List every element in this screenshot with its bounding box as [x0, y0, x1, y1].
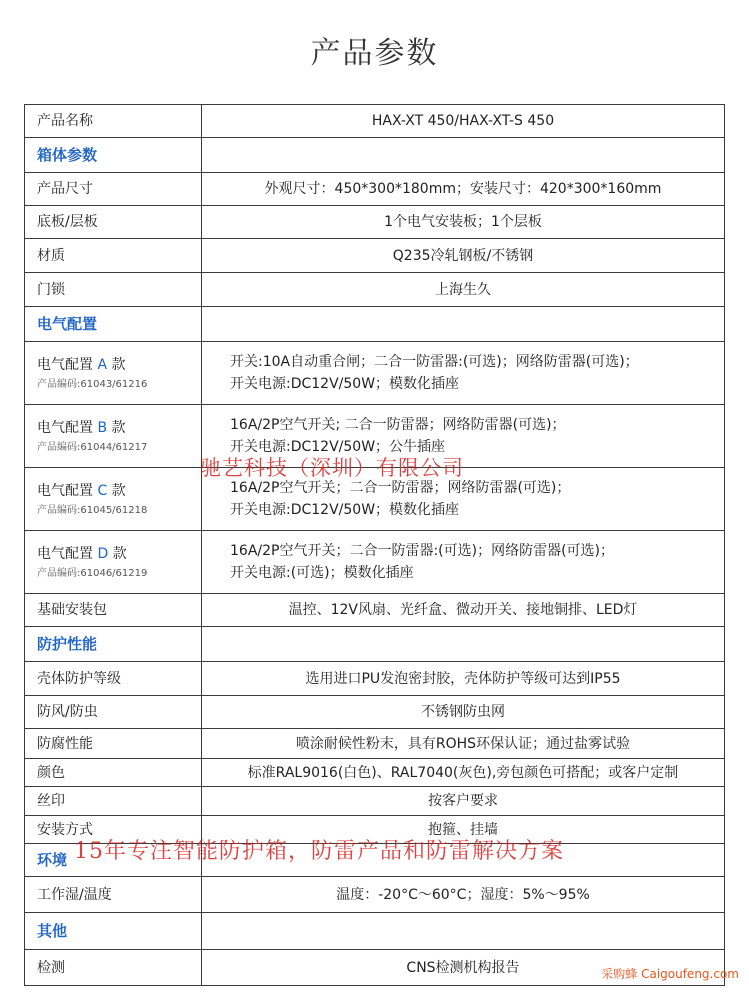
page-title: 产品参数	[310, 36, 439, 71]
table-row	[25, 877, 725, 913]
table-row	[25, 662, 725, 696]
row-value: 上海生久	[202, 273, 725, 307]
table-row	[25, 531, 725, 594]
row-value: HAX-XT 450/HAX-XT-S 450	[202, 105, 725, 138]
row-label: 工作湿/温度	[25, 877, 202, 913]
company-watermark: 驰艺科技（深圳）有限公司	[200, 456, 464, 480]
section-row	[25, 627, 725, 662]
table-row	[25, 594, 725, 627]
row-value: 不锈钢防虫网	[202, 696, 725, 729]
product-code: 产品编码:61044/61217	[37, 442, 148, 453]
row-value: 选用进口PU发泡密封胶，壳体防护等级可达到IP55	[202, 662, 725, 696]
table-row	[25, 105, 725, 138]
row-label: 门锁	[25, 273, 202, 307]
row-label: 防风/防虫	[25, 696, 202, 729]
section-title: 电气配置	[25, 307, 202, 342]
table-row	[25, 239, 725, 273]
table-row	[25, 787, 725, 816]
slogan-watermark: 15年专注智能防护箱，防雷产品和防雷解决方案	[74, 839, 564, 864]
row-value: CNS检测机构报告	[202, 950, 725, 986]
product-code: 产品编码:61045/61218	[37, 505, 148, 516]
row-label: 产品名称	[25, 105, 202, 138]
row-value: Q235冷轧钢板/不锈钢	[202, 239, 725, 273]
section-title: 防护性能	[25, 627, 202, 662]
table-row	[25, 273, 725, 307]
row-value: 16A/2P空气开关；二合一防雷器；网络防雷器(可选)； 开关电源:DC12V/50W；模数化插座	[202, 468, 725, 531]
row-value: 开关:10A自动重合闸；二合一防雷器:(可选)；网络防雷器(可选)； 开关电源:DC12V/50W；模数化插座	[202, 342, 725, 405]
row-label: 电气配置 C 款 产品编码:61045/61218	[25, 468, 202, 531]
row-value: 抱箍、挂墙	[202, 816, 725, 844]
row-label: 基础安装包	[25, 594, 202, 627]
row-label: 材质	[25, 239, 202, 273]
row-label: 丝印	[25, 787, 202, 816]
table-row	[25, 729, 725, 759]
site-watermark: 采购蜂 Caigoufeng.com	[601, 967, 739, 981]
row-value: 标准RAL9016(白色)、RAL7040(灰色),旁包颜色可搭配；或客户定制	[202, 759, 725, 787]
section-row	[25, 913, 725, 950]
row-label: 检测	[25, 950, 202, 986]
row-value: 按客户要求	[202, 787, 725, 816]
section-title: 其他	[25, 913, 202, 950]
row-label: 产品尺寸	[25, 173, 202, 206]
row-label: 电气配置 A 款 产品编码:61043/61216	[25, 342, 202, 405]
row-value: 外观尺寸：450*300*180mm；安装尺寸：420*300*160mm	[202, 173, 725, 206]
section-title: 环境	[25, 844, 202, 877]
row-value: 16A/2P空气开关；二合一防雷器:(可选)；网络防雷器(可选)； 开关电源:(可选)；模数化插座	[202, 531, 725, 594]
section-title: 箱体参数	[25, 138, 202, 173]
table-row	[25, 342, 725, 405]
row-label: 安装方式	[25, 816, 202, 844]
row-value: 喷涂耐候性粉末，具有ROHS环保认证；通过盐雾试验	[202, 729, 725, 759]
row-value: 温控、12V风扇、光纤盒、微动开关、接地铜排、LED灯	[202, 594, 725, 627]
product-code: 产品编码:61043/61216	[37, 379, 148, 390]
row-value: 温度：-20°C～60°C；湿度：5%～95%	[202, 877, 725, 913]
row-label: 防腐性能	[25, 729, 202, 759]
table-row	[25, 759, 725, 787]
section-row	[25, 138, 725, 173]
row-label: 底板/层板	[25, 206, 202, 239]
row-label: 电气配置 D 款 产品编码:61046/61219	[25, 531, 202, 594]
product-code: 产品编码:61046/61219	[37, 568, 148, 579]
table-row	[25, 173, 725, 206]
row-label: 电气配置 B 款 产品编码:61044/61217	[25, 405, 202, 468]
section-row	[25, 307, 725, 342]
table-row	[25, 696, 725, 729]
row-label: 壳体防护等级	[25, 662, 202, 696]
row-label: 颜色	[25, 759, 202, 787]
row-value: 16A/2P空气开关; 二合一防雷器；网络防雷器(可选)； 开关电源:DC12V/50W；公牛插座	[202, 405, 725, 468]
row-value: 1个电气安装板；1个层板	[202, 206, 725, 239]
table-row	[25, 206, 725, 239]
